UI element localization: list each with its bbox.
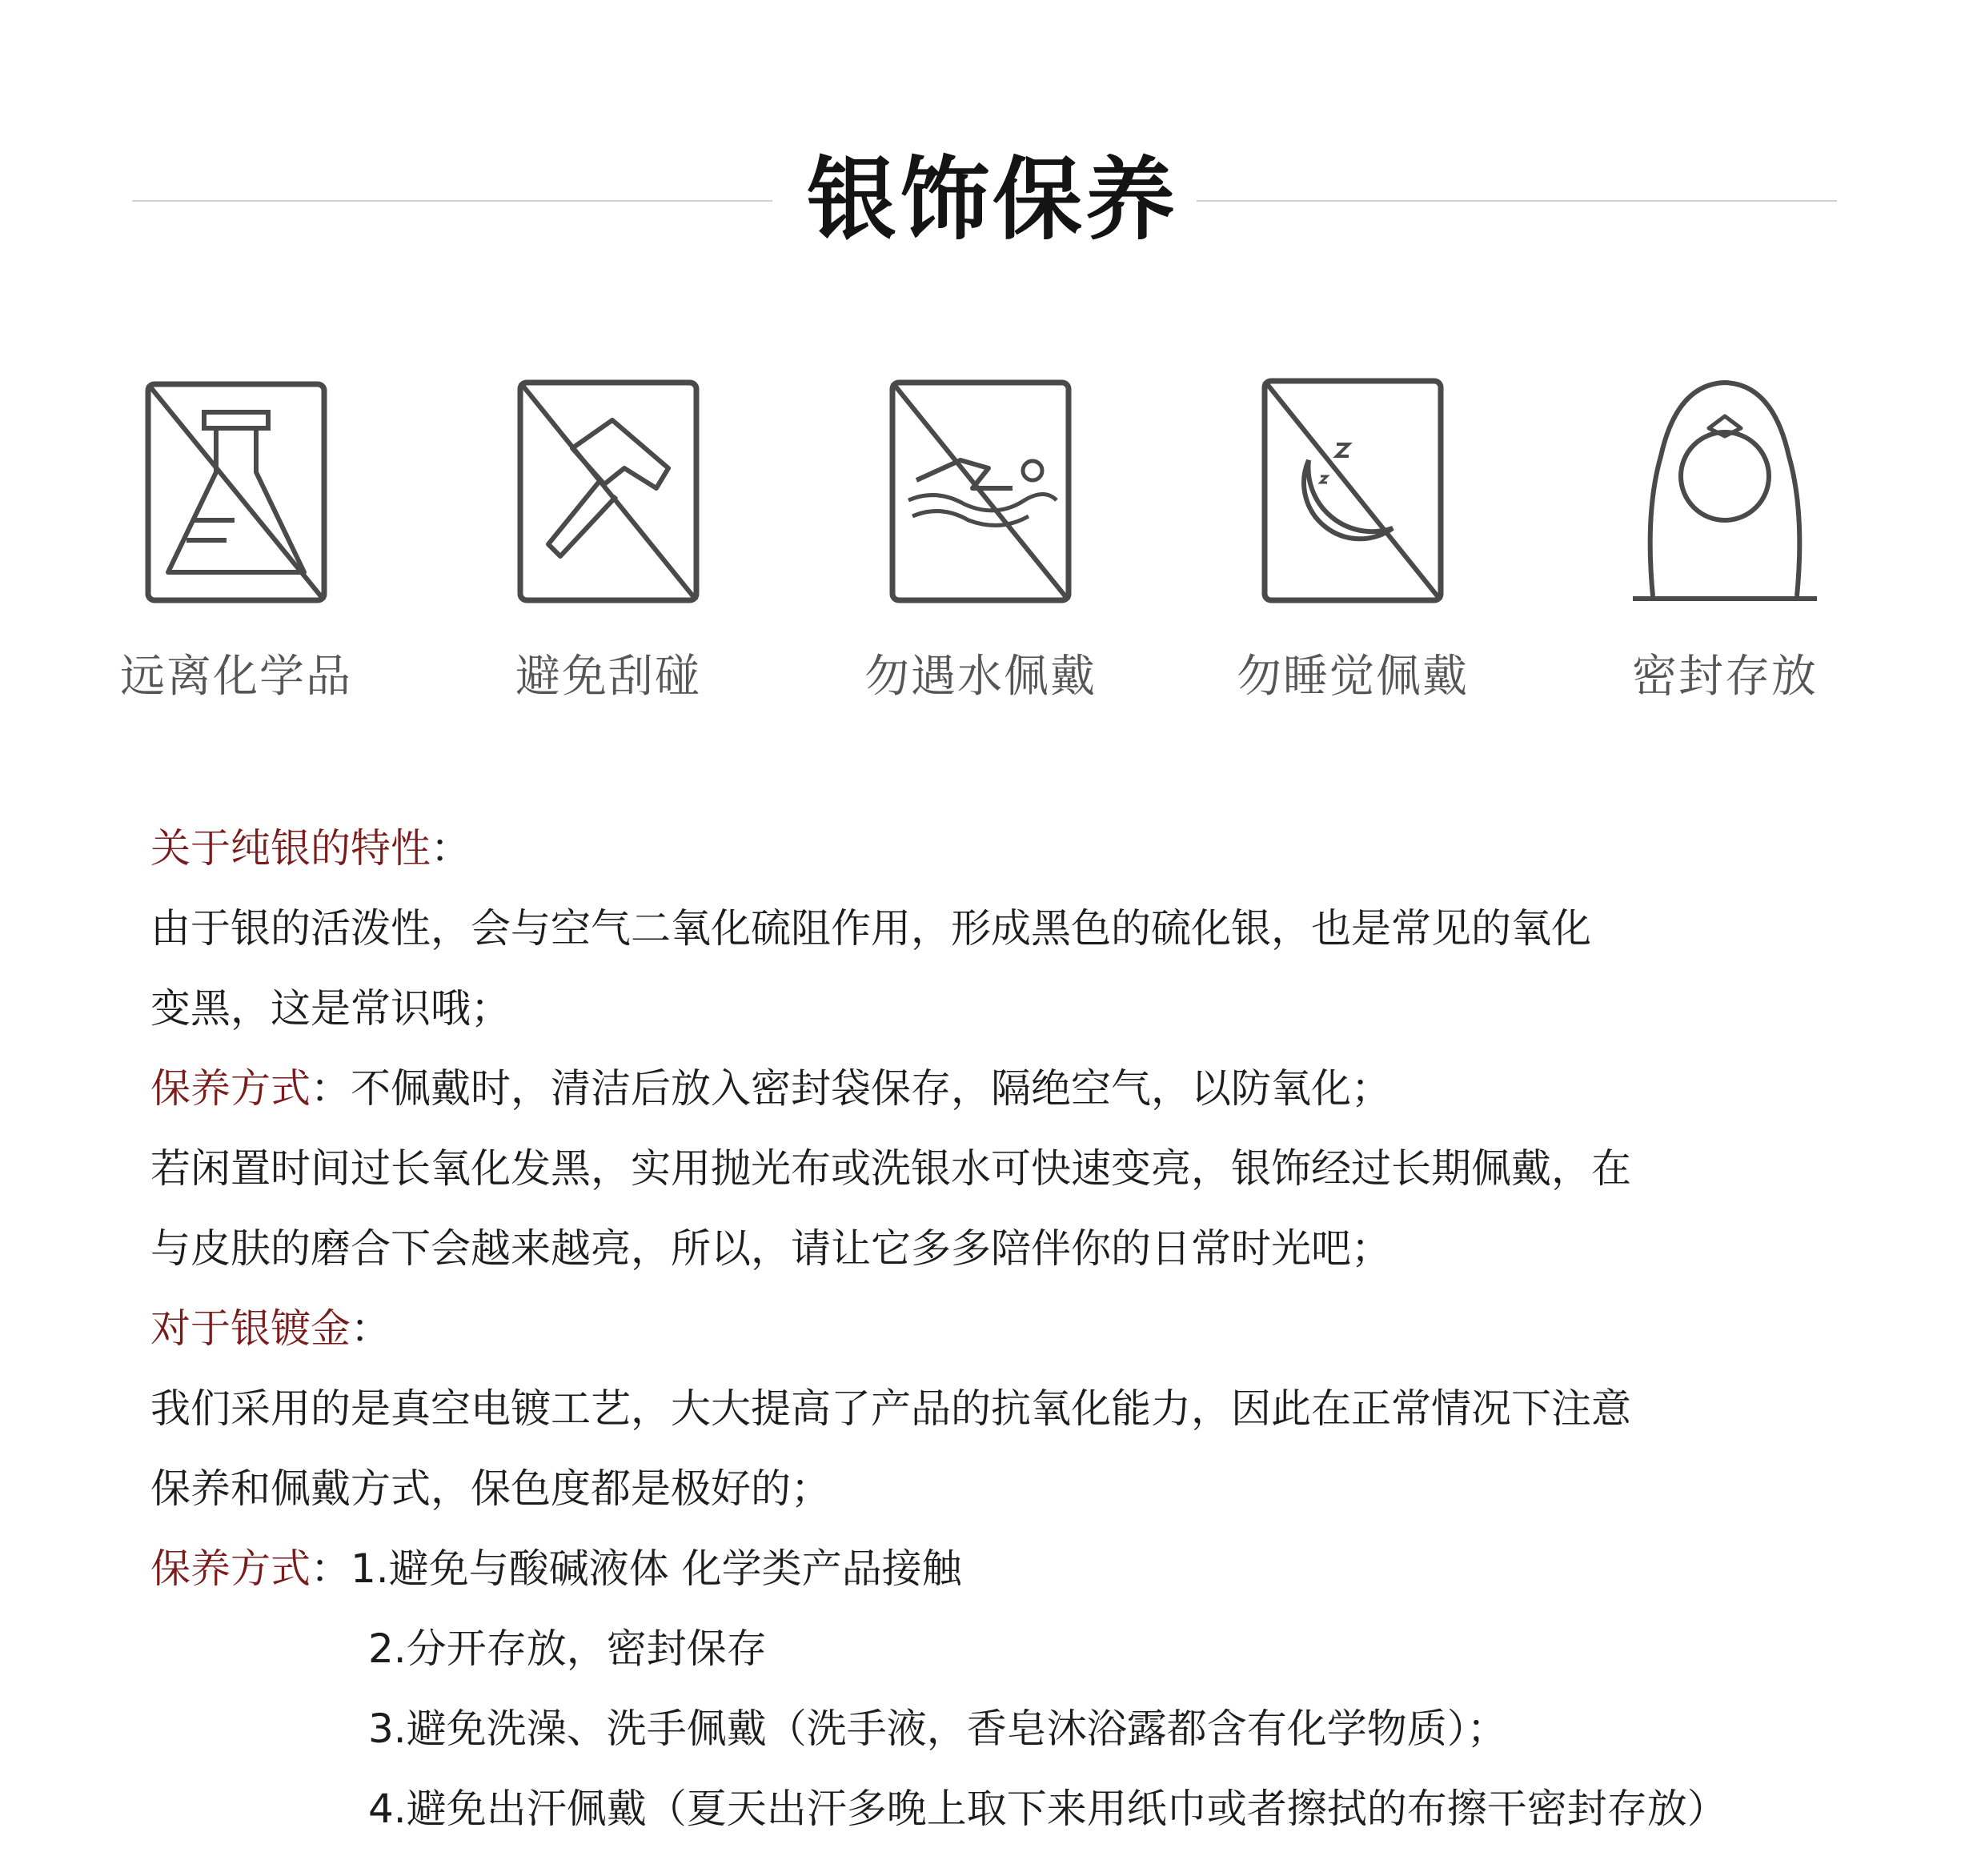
flask-icon <box>140 368 332 608</box>
care-label-scratch: 避免刮碰 <box>515 651 701 703</box>
section-silver-text-2: 变黑，这是常识哦； <box>150 985 511 1032</box>
care-method-gold <box>150 1529 1943 1609</box>
care-method-gold-item-3: 3.避免洗澡、洗手佩戴（洗手液，香皂沐浴露都含有化学物质）； <box>368 1706 1507 1752</box>
ring-bag-icon <box>1629 368 1821 608</box>
care-method-silver-text-3: 与皮肤的磨合下会越来越亮，所以，请让它多多陪伴你的日常时光吧； <box>150 1225 1391 1272</box>
care-instructions <box>150 808 1943 1849</box>
section-gold-text-1: 我们采用的是真空电镀工艺，大大提高了产品的抗氧化能力，因此在正常情况下注意 <box>150 1385 1631 1432</box>
care-method-gold-label: 保养方式 <box>150 1545 311 1592</box>
care-label-water: 勿遇水佩戴 <box>864 651 1097 703</box>
swimmer-icon <box>884 368 1077 608</box>
section-gold-label: 对于银镀金 <box>150 1305 351 1352</box>
care-icons-row <box>0 368 1985 720</box>
section-silver-colon: ： <box>431 825 471 872</box>
care-method-silver-text-2: 若闲置时间过长氧化发黑，实用抛光布或洗银水可快速变亮，银饰经过长期佩戴，在 <box>150 1145 1631 1192</box>
section-gold-heading <box>150 1289 1943 1369</box>
care-label-storage: 密封存放 <box>1632 651 1818 703</box>
section-gold-colon: ： <box>351 1305 391 1352</box>
care-item-storage <box>1565 368 1885 720</box>
care-method-silver-label: 保养方式 <box>150 1065 311 1112</box>
care-method-silver <box>150 1048 1943 1128</box>
care-method-gold-item-4: 4.避免出汗佩戴（夏天出汗多晚上取下来用纸巾或者擦拭的布擦干密封存放） <box>368 1786 1727 1832</box>
section-gold-text-2: 保养和佩戴方式，保色度都是极好的； <box>150 1465 831 1512</box>
care-item-water <box>820 368 1141 720</box>
care-item-chemicals <box>76 368 396 720</box>
care-label-chemicals: 远离化学品 <box>120 651 352 703</box>
section-silver-label: 关于纯银的特性 <box>150 825 431 872</box>
page-title: 银饰保养 <box>807 148 1178 252</box>
care-method-silver-text: ：不佩戴时，清洁后放入密封袋保存，隔绝空气，以防氧化； <box>311 1065 1391 1112</box>
section-silver-text-1: 由于银的活泼性，会与空气二氧化硫阻作用，形成黑色的硫化银，也是常见的氧化 <box>150 905 1591 952</box>
header-divider-right <box>1197 200 1837 202</box>
hammer-icon <box>512 368 704 608</box>
sleep-moon-icon <box>1257 368 1449 608</box>
care-item-scratch <box>448 368 768 720</box>
care-label-sleep: 勿睡觉佩戴 <box>1237 651 1469 703</box>
care-method-gold-item-1: ：1.避免与酸碱液体 化学类产品接触 <box>311 1545 962 1592</box>
care-method-gold-item-2: 2.分开存放，密封保存 <box>368 1625 767 1672</box>
care-item-sleep <box>1193 368 1513 720</box>
section-silver-heading <box>150 808 1943 888</box>
